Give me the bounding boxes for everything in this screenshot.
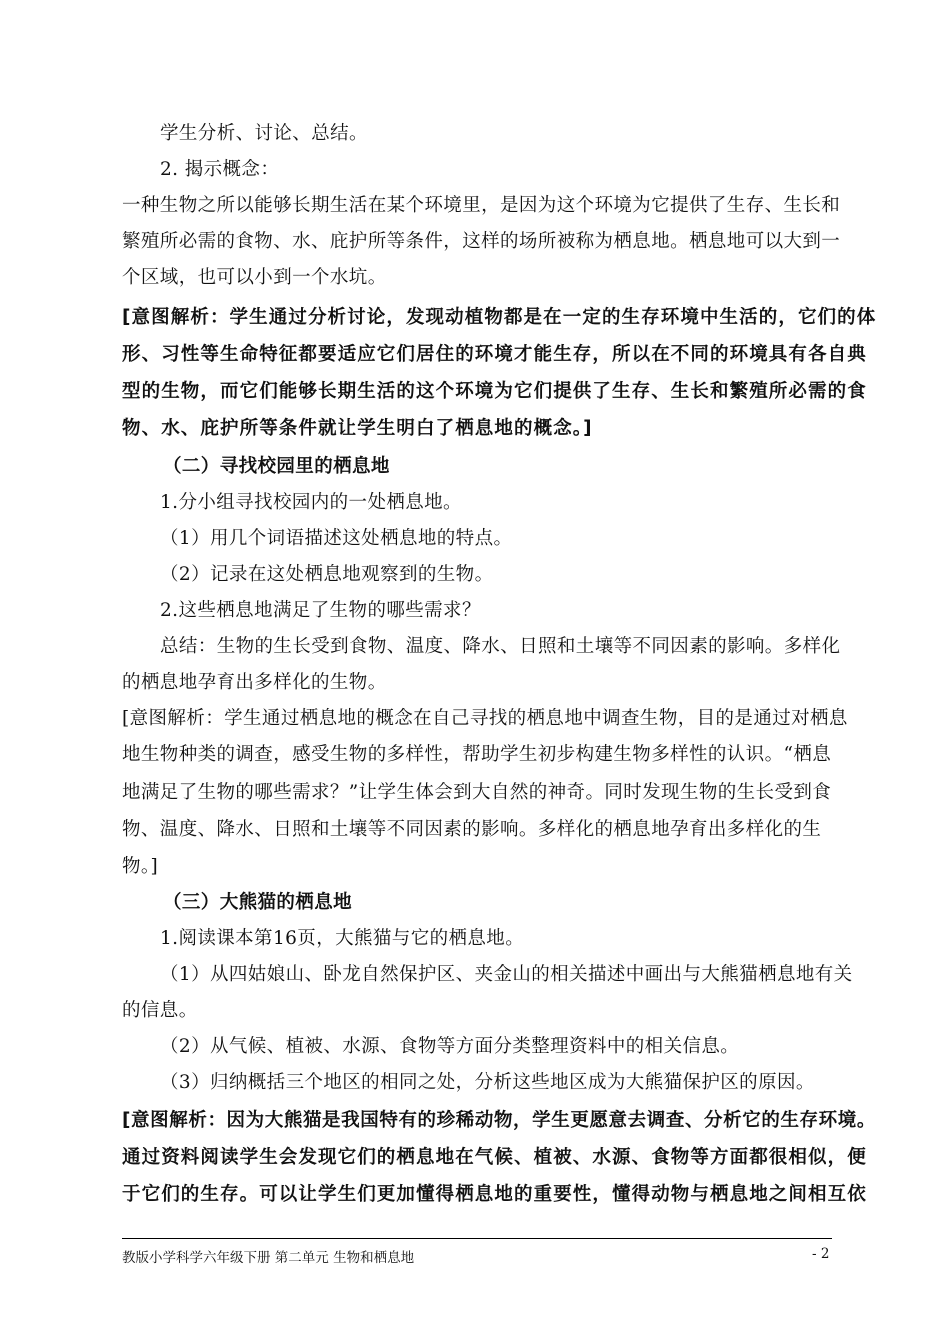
footer-divider [122,1238,832,1239]
paragraph-line: 地满足了生物的哪些需求？”让学生体会到大自然的神奇。同时发现生物的生长受到食 [122,782,832,803]
paragraph-line: 的栖息地孕育出多样化的生物。 [122,672,387,693]
paragraph-line: （3）归纳概括三个地区的相同之处，分析这些地区成为大熊猫保护区的原因。 [160,1072,815,1093]
paragraph-line: （2）记录在这处栖息地观察到的生物。 [160,564,494,585]
paragraph-line: （2）从气候、植被、水源、食物等方面分类整理资料中的相关信息。 [160,1036,740,1057]
paragraph-line: 2.这些栖息地满足了生物的哪些需求？ [160,600,481,621]
paragraph-line: 个区域，也可以小到一个水坑。 [122,267,387,288]
intent-analysis-line: 物、水、庇护所等条件就让学生明白了栖息地的概念。] [122,418,593,439]
paragraph-line: 物、温度、降水、日照和土壤等不同因素的影响。多样化的栖息地孕育出多样化的生 [122,819,822,840]
intent-analysis-line: 通过资料阅读学生会发现它们的栖息地在气候、植被、水源、食物等方面都很相似，便 [122,1147,867,1168]
section-heading: （二）寻找校园里的栖息地 [163,456,390,477]
paragraph-line: 学生分析、讨论、总结。 [160,123,368,144]
paragraph-line: 1.阅读课本第16页，大熊猫与它的栖息地。 [160,928,525,949]
paragraph-line: 2. 揭示概念： [160,159,280,180]
paragraph-line: [意图解析：学生通过栖息地的概念在自己寻找的栖息地中调查生物，目的是通过对栖息 [122,708,848,729]
paragraph-line: 的信息。 [122,1000,198,1021]
paragraph-line: 物。] [122,856,159,877]
paragraph-line: （1）从四姑娘山、卧龙自然保护区、夹金山的相关描述中画出与大熊猫栖息地有关 [160,964,853,985]
intent-analysis-line: [意图解析：因为大熊猫是我国特有的珍稀动物，学生更愿意去调查、分析它的生存环境。 [122,1110,876,1131]
intent-analysis-line: 形、习性等生命特征都要适应它们居住的环境才能生存，所以在不同的环境具有各自典 [122,344,867,365]
page-number: - 2 [812,1246,830,1262]
section-heading: （三）大熊猫的栖息地 [163,892,353,913]
intent-analysis-line: 于它们的生存。可以让学生们更加懂得栖息地的重要性，懂得动物与栖息地之间相互依 [122,1184,867,1205]
paragraph-line: 繁殖所必需的食物、水、庇护所等条件，这样的场所被称为栖息地。栖息地可以大到一 [122,231,841,252]
paragraph-line: （1）用几个词语描述这处栖息地的特点。 [160,528,513,549]
paragraph-line: 地生物种类的调查，感受生物的多样性，帮助学生初步构建生物多样性的认识。“栖息 [122,744,832,765]
intent-analysis-line: [意图解析：学生通过分析讨论，发现动植物都是在一定的生存环境中生活的，它们的体 [122,307,877,328]
intent-analysis-line: 型的生物，而它们能够长期生活的这个环境为它们提供了生存、生长和繁殖所必需的食 [122,381,867,402]
paragraph-line: 一种生物之所以能够长期生活在某个环境里，是因为这个环境为它提供了生存、生长和 [122,195,841,216]
paragraph-line: 1.分小组寻找校园内的一处栖息地。 [160,492,462,513]
paragraph-line: 总结：生物的生长受到食物、温度、降水、日照和土壤等不同因素的影响。多样化 [160,636,841,657]
footer-title: 教版小学科学六年级下册 第二单元 生物和栖息地 [122,1250,415,1266]
